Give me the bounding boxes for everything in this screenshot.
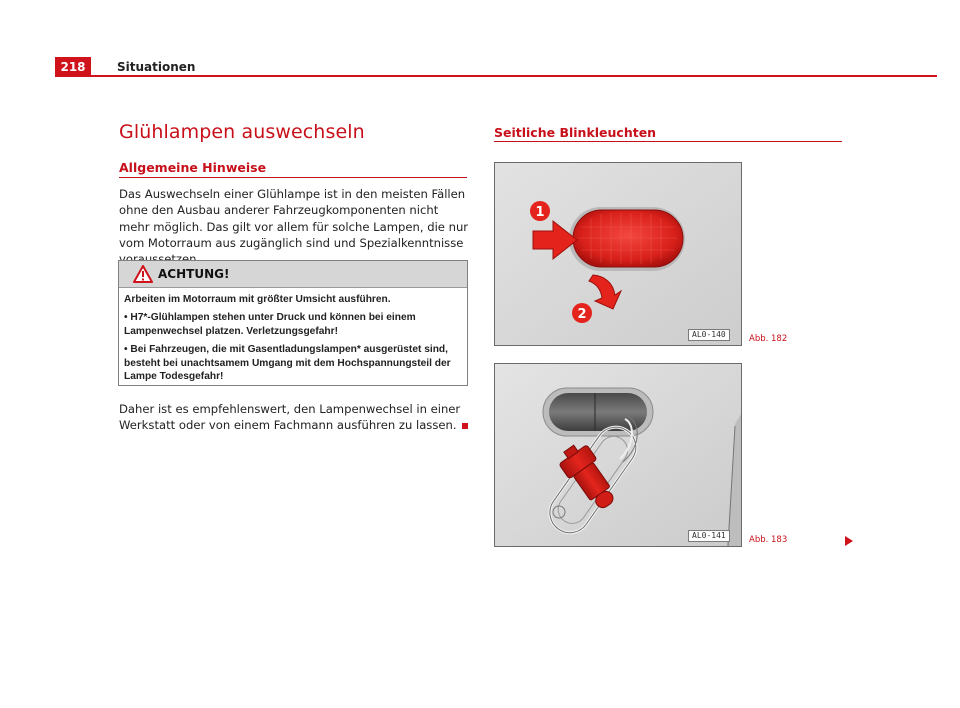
figure-code: AL0-140 [688, 329, 730, 341]
figure-caption: Abb. 183 [749, 535, 788, 545]
figure-code: AL0-141 [688, 530, 730, 542]
figure-bulb-removal [494, 363, 742, 547]
warning-box [118, 260, 468, 386]
closing-text: Daher ist es empfehlenswert, den Lampenwechsel in einer Werkstatt oder von einem Fachmann ausführen zu lassen. [119, 402, 461, 433]
warning-bullet: • H7*-Glühlampen stehen unter Druck und können bei einem Lampenwechsel platzen. Verletzungsgefahr! [124, 312, 416, 337]
page-title: Glühlampen auswechseln [119, 121, 365, 143]
header-rule [91, 75, 937, 77]
warning-title: ACHTUNG! [158, 267, 230, 281]
section-rule [119, 177, 467, 178]
right-section-title: Seitliche Blinkleuchten [494, 125, 657, 140]
right-section-rule [494, 141, 842, 142]
intro-paragraph: Das Auswechseln einer Glühlampe ist in den meisten Fällen ohne den Ausbau anderer Fahrzeugkomponenten nicht mehr möglich. Das gilt vor allem für solche Lampen, die nur vom Motorraum aus zugänglich sind und Spezialkenntnisse [119, 187, 469, 250]
callout-1: 1 [535, 205, 545, 220]
warning-bullet: • Bei Fahrzeugen, die mit Gasentladungslampen* ausgerüstet sind, besteht bei unachtsamem Umgang mit dem Hochspannungsteil der Lampe Todesgefahr! [124, 344, 451, 382]
figure-side-indicator [494, 162, 742, 346]
figure-caption: Abb. 182 [749, 334, 788, 344]
running-title: Situationen [117, 60, 196, 74]
bulb-holder-illustration [495, 364, 741, 546]
page-number: 218 [55, 57, 91, 77]
side-indicator-illustration [495, 163, 741, 345]
callout-2: 2 [577, 307, 587, 322]
warning-triangle-icon [133, 265, 153, 283]
warning-line: Arbeiten im Motorraum mit größter Umsicht ausführen. [124, 294, 391, 305]
section-title: Allgemeine Hinweise [119, 160, 267, 175]
next-page-arrow-icon [845, 536, 853, 546]
warning-header [119, 261, 467, 288]
closing-paragraph [119, 401, 469, 434]
end-of-section-marker [462, 423, 468, 429]
